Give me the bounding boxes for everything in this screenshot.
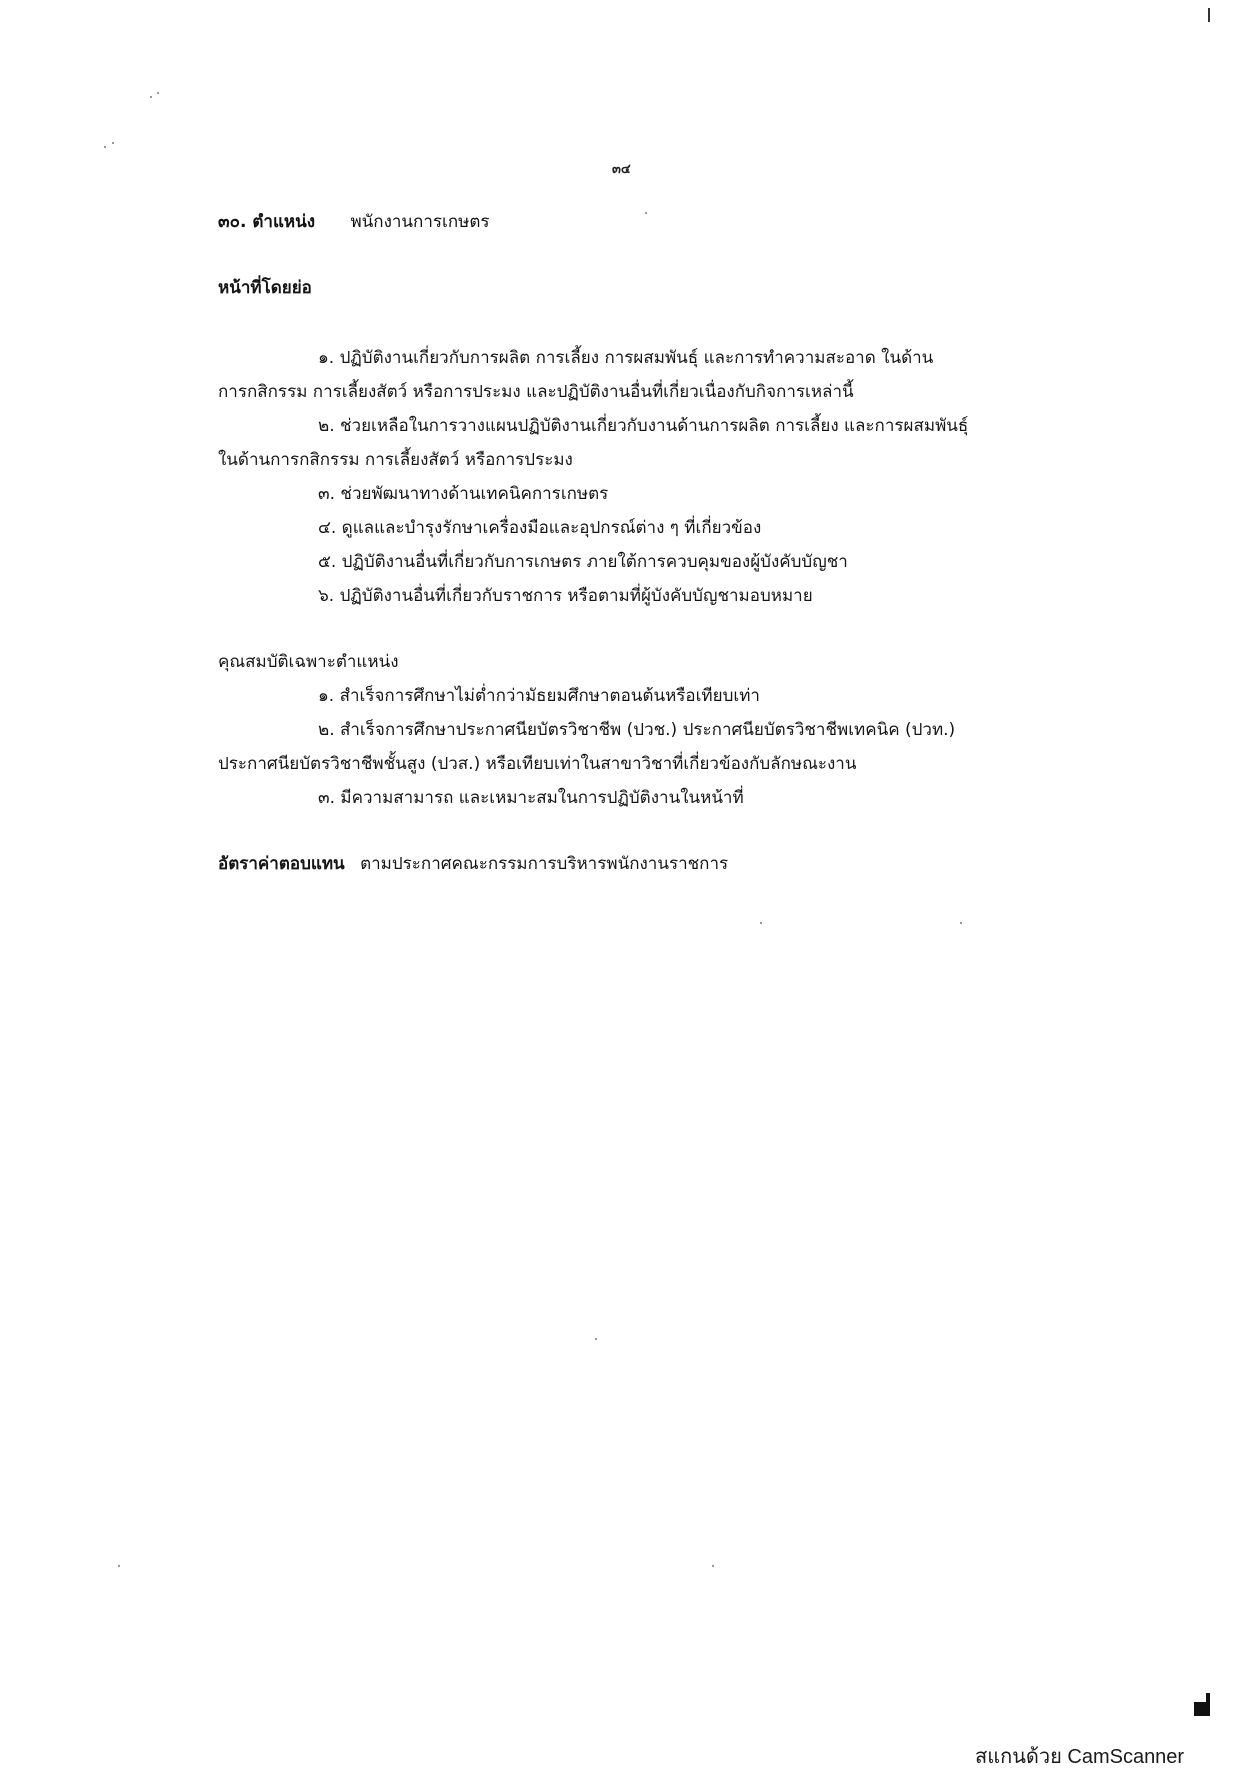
position-title: พนักงานการเกษตร	[350, 212, 490, 232]
duty-line: ๔. ดูแลและบำรุงรักษาเครื่องมือและอุปกรณ์ต่าง ๆ ที่เกี่ยวข้อง	[318, 518, 762, 538]
qualification-line: ๓. มีความสามารถ และเหมาะสมในการปฏิบัติงานในหน้าที่	[318, 788, 744, 808]
scan-speck	[760, 922, 762, 924]
compensation-row	[218, 852, 728, 876]
scan-speck	[157, 92, 159, 94]
scan-edge-mark	[1208, 8, 1210, 22]
position-heading	[218, 208, 490, 235]
duties-heading: หน้าที่โดยย่อ	[218, 278, 312, 298]
qualifications-heading: คุณสมบัติเฉพาะตำแหน่ง	[218, 652, 399, 672]
scan-speck	[645, 212, 647, 214]
position-label: ๓๐. ตำแหน่ง	[218, 212, 316, 232]
scan-speck	[118, 1565, 120, 1567]
qualification-line: ๑. สำเร็จการศึกษาไม่ต่ำกว่ามัธยมศึกษาตอนต้นหรือเทียบเท่า	[318, 686, 760, 706]
duty-line: ๑. ปฏิบัติงานเกี่ยวกับการผลิต การเลี้ยง การผสมพันธุ์ และการทำความสะอาด ในด้าน	[318, 348, 934, 368]
scanner-logo-icon	[1194, 1702, 1210, 1716]
qualification-line: ๒. สำเร็จการศึกษาประกาศนียบัตรวิชาชีพ (ปวช.) ประกาศนียบัตรวิชาชีพเทคนิค (ปวท.)	[318, 720, 956, 740]
duty-line: ในด้านการกสิกรรม การเลี้ยงสัตว์ หรือการประมง	[218, 450, 573, 470]
scan-speck	[960, 922, 962, 924]
duty-line: การกสิกรรม การเลี้ยงสัตว์ หรือการประมง และปฏิบัติงานอื่นที่เกี่ยวเนื่องกับกิจการเหล่านี้	[218, 382, 854, 402]
duty-line: ๖. ปฏิบัติงานอื่นที่เกี่ยวกับราชการ หรือตามที่ผู้บังคับบัญชามอบหมาย	[318, 586, 813, 606]
scanner-footer: สแกนด้วย CamScanner	[975, 1746, 1185, 1768]
scan-speck	[104, 146, 106, 148]
duty-line: ๕. ปฏิบัติงานอื่นที่เกี่ยวกับการเกษตร ภายใต้การควบคุมของผู้บังคับบัญชา	[318, 552, 848, 572]
scan-speck	[595, 1338, 597, 1340]
duty-line: ๒. ช่วยเหลือในการวางแผนปฏิบัติงานเกี่ยวกับงานด้านการผลิต การเลี้ยง และการผสมพันธุ์	[318, 416, 969, 436]
scan-speck	[150, 96, 152, 98]
compensation-label: อัตราค่าตอบแทน	[218, 854, 345, 874]
scan-speck	[112, 142, 114, 144]
page-number: ๓๔	[612, 162, 631, 177]
qualification-line: ประกาศนียบัตรวิชาชีพชั้นสูง (ปวส.) หรือเทียบเท่าในสาขาวิชาที่เกี่ยวข้องกับลักษณะงาน	[218, 754, 857, 774]
duty-line: ๓. ช่วยพัฒนาทางด้านเทคนิคการเกษตร	[318, 484, 609, 504]
compensation-text: ตามประกาศคณะกรรมการบริหารพนักงานราชการ	[360, 854, 729, 874]
scan-speck	[712, 1565, 714, 1567]
